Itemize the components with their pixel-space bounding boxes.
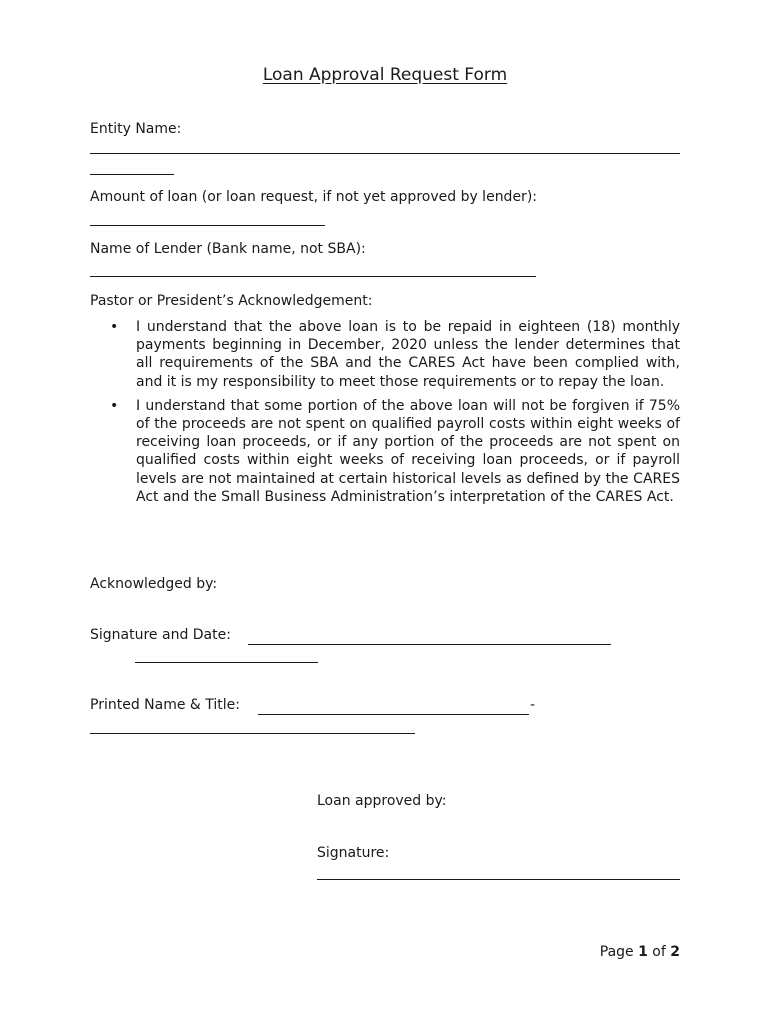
printed-name-line-continued[interactable] [90,733,415,734]
list-item [108,397,680,506]
acknowledged-by-label: Acknowledged by: [90,576,218,592]
bullet-icon: • [110,397,119,414]
lender-line[interactable] [90,276,536,277]
entity-name-label: Entity Name: [90,121,182,137]
page-number [600,944,680,960]
lender-label: Name of Lender (Bank name, not SBA): [90,241,366,257]
page-sep: of [647,944,671,960]
signature-label: Signature: [317,845,390,861]
signature-date-line[interactable] [248,644,611,645]
acknowledgement-text: I understand that some portion of the above loan will not be forgiven if 75% of the proceeds are not spent on qualified payroll costs within eight weeks of receiving loan proceeds, or if any portion of the proceeds are not spent on qualified costs within eight weeks of receiving loan proceeds, or if payroll levels are not maintained at certain historical levels as defined by the CARES Act and the Small Business Administration’s interpretation of the CARES Act. [136,397,680,505]
printed-name-label: Printed Name & Title: [90,697,240,713]
bullet-icon: • [110,319,119,335]
signature-date-label: Signature and Date: [90,627,231,643]
acknowledgement-heading: Pastor or President’s Acknowledgement: [90,293,373,309]
acknowledgement-list [108,318,680,512]
signature-date-line-continued[interactable] [135,662,318,663]
printed-name-dash: - [530,697,536,713]
approver-signature-line[interactable] [317,879,680,880]
printed-name-line[interactable] [258,714,529,715]
loan-approved-label: Loan approved by: [317,793,447,809]
entity-name-line-continued[interactable] [90,174,174,175]
page-current: 1 [638,944,648,960]
form-title: Loan Approval Request Form [262,65,508,85]
amount-label: Amount of loan (or loan request, if not yet approved by lender): [90,189,537,205]
list-item [108,318,680,391]
page-prefix: Page [599,944,639,960]
page-total: 2 [670,944,680,960]
entity-name-line[interactable] [90,153,680,154]
amount-line[interactable] [90,225,325,226]
acknowledgement-text: I understand that the above loan is to be repaid in eighteen (18) monthly payments beginning in December, 2020 unless the lender determines that all requirements of the SBA and the CARES Act have been complied with, and it is my responsibility to meet those requirements or to repay the loan. [136,319,680,390]
